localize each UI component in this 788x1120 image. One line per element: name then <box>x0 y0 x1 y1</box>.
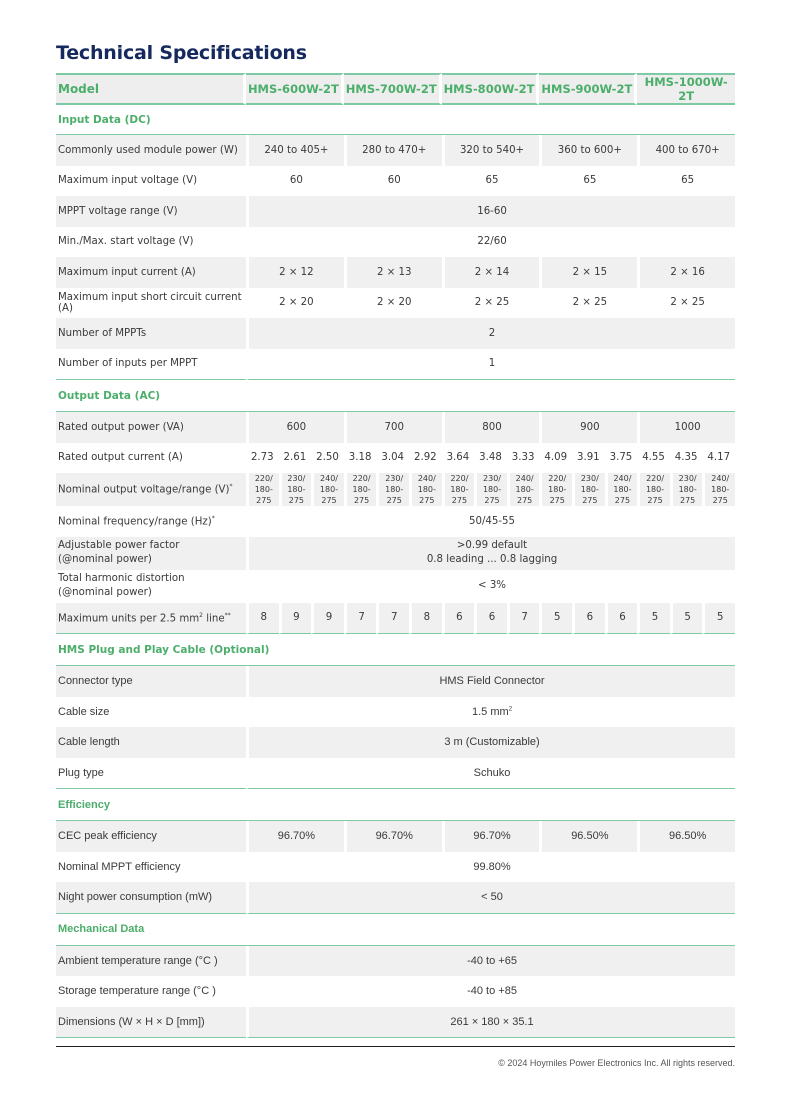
table-row: CEC peak efficiency 96.70% 96.70% 96.70% 96.50% 96.50% <box>56 821 735 852</box>
table-row: Total harmonic distortion (@nominal power) < 3% <box>56 570 735 603</box>
table-row: MPPT voltage range (V) 16-60 <box>56 196 735 227</box>
section-header-input: Input Data (DC) <box>56 105 735 135</box>
model-header-900: HMS-900W-2T <box>539 73 637 105</box>
model-header-700: HMS-700W-2T <box>344 73 442 105</box>
model-header-600: HMS-600W-2T <box>246 73 344 105</box>
table-header-row <box>56 73 735 105</box>
spec-table <box>56 73 735 1038</box>
table-row: Rated output power (VA) 600 700 800 900 1000 <box>56 412 735 443</box>
copyright-text: © 2024 Hoymiles Power Electronics Inc. All rights reserved. <box>498 1058 735 1068</box>
table-row: Connector type HMS Field Connector <box>56 666 735 697</box>
table-row: Maximum units per 2.5 $mm^2$ line** 8 9 9 7 7 8 6 6 7 5 6 6 5 5 5 <box>56 603 735 635</box>
section-header-efficiency: Efficiency <box>56 789 735 821</box>
table-row: Cable size 1.5 $mm^2$ <box>56 697 735 728</box>
table-row: Nominal frequency/range (Hz)* 50/45-55 <box>56 506 735 537</box>
table-row: Nominal MPPT efficiency 99.80% <box>56 852 735 883</box>
table-row: Maximum input short circuit current (A) 2 × 20 2 × 20 2 × 25 2 × 25 2 × 25 <box>56 288 735 319</box>
table-row: Rated output current (A) 2.73 2.61 2.50 3.18 3.04 2.92 3.64 3.48 3.33 4.09 3.91 3.75 4.55 4.35 4.17 <box>58 452 731 464</box>
table-row: Ambient temperature range (°C ) -40 to +65 <box>56 946 735 977</box>
spec-page <box>56 40 735 1038</box>
table-row: Nominal output voltage/range (V)* 220/ 180-275 230/ 180-275 240/ 180-275 220/ 180-275 230/ 180-275 240/ 180-275 220/ 180-275 230/ 180-275 240/ 180-275 220/ 180-275 230/ 180-275 240/ 180-275 220/ 180-275 230/ 180-275 240/ 180-275 <box>56 473 735 506</box>
section-header-output: Output Data (AC) <box>56 380 735 412</box>
table-row: Adjustable power factor (@nominal power) >0.99 default 0.8 leading ... 0.8 lagging <box>56 537 735 570</box>
table-row: Maximum input voltage (V) 60 60 65 65 65 <box>56 166 735 197</box>
table-row: Maximum input current (A) 2 × 12 2 × 13 2 × 14 2 × 15 2 × 16 <box>56 257 735 288</box>
model-header-1000: HMS-1000W-2T <box>637 73 735 105</box>
table-row: Commonly used module power (W) 240 to 405+ 280 to 470+ 320 to 540+ 360 to 600+ 400 to 670+ <box>56 135 735 166</box>
section-header-mechanical: Mechanical Data <box>56 914 735 946</box>
model-header-800: HMS-800W-2T <box>442 73 540 105</box>
table-row: Cable length 3 m (Customizable) <box>56 727 735 758</box>
section-header-cable: HMS Plug and Play Cable (Optional) <box>56 634 735 666</box>
table-row: Dimensions (W × H × D [mm]) 261 × 180 × 35.1 <box>56 1007 735 1039</box>
table-row: Plug type Schuko <box>56 758 735 790</box>
table-row: Number of MPPTs 2 <box>56 318 735 349</box>
table-row: Night power consumption (mW) < 50 <box>56 882 735 914</box>
table-row: Min./Max. start voltage (V) 22/60 <box>56 227 735 258</box>
page-title: Technical Specifications <box>56 42 307 64</box>
footer-divider <box>56 1046 735 1047</box>
table-row: Number of inputs per MPPT 1 <box>56 349 735 381</box>
table-row: Storage temperature range (°C ) -40 to +85 <box>56 976 735 1007</box>
model-header: Model <box>56 73 246 105</box>
